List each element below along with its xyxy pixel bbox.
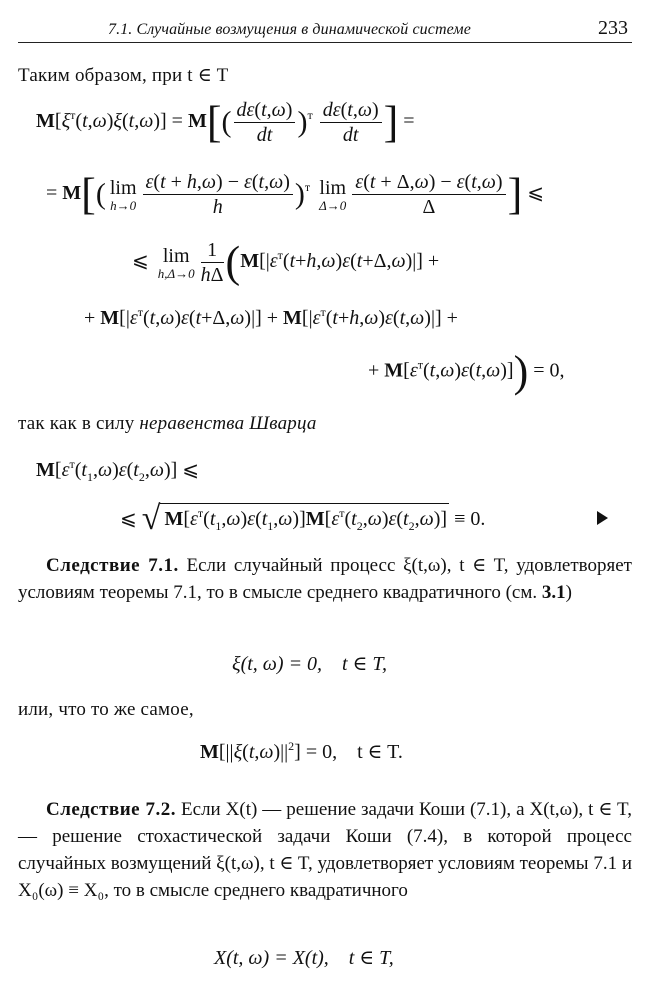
equation-line-1: $M[\xi^т(t,\omega)\xi(t,\omega)] = M$[( $\frac{d\varepsilon(t,\omega)}{dt}$ )$^т$ $\frac{d\varepsilon(t,\omega)}{dt}$ ] = [36,97,415,147]
equation-xi-zero: ξ(t, ω) = 0, t ∈ T, [232,653,388,675]
equation-norm: $M[||\xi(t,\omega)||^2] = 0$, t ∈ T. [200,739,403,763]
or-same-text: или, что то же самое, [18,699,194,720]
corollary-7-1-text-end: ) [565,582,572,603]
corollary-7-1-text: Если случайный процесс ξ(t,ω), t ∈ T, удовлетворяет условиям теоремы 7.1, то в смысле среднего квадратичного (см. [18,555,632,603]
running-header-title: 7.1. Случайные возмущения в динамической системе [108,21,471,38]
header-rule [18,42,632,43]
corollary-7-2-text: Если X(t) — решение задачи Коши (7.1), а X(t,ω), t ∈ T, — решение стохастической задачи Коши (7.4), в которой процесс случайных возмущений ξ(t,ω), t ∈ T, удовлетворяет условиям теоремы 7.1 и X₀(ω) ≡ X₀, то в смысле среднего квадратичного [18,799,633,901]
intro-line: Таким образом, при t ∈ T [18,65,229,86]
end-of-proof-icon [597,511,608,525]
equation-x-equals: X(t, ω) = X(t), t ∈ T, [214,947,394,969]
corollary-7-1-ref: 3.1 [541,582,566,603]
schwarz-line [18,414,317,433]
schwarz-term: неравенства Шварца [139,413,317,434]
equation-line-5: + $M[\varepsilon^т(t,\omega)\varepsilon(t,\omega)]) = 0$, [368,347,565,396]
page-number: 233 [598,17,628,39]
equation-norm-tail: = 0, t ∈ T. [300,741,403,763]
schwarz-equation-1: $M[\varepsilon^т(t_1,\omega)\varepsilon(t_2,\omega)]$ ⩽ [36,457,200,484]
equation-line-4: + $M[|\varepsilon^т(t,\omega)\varepsilon(t+\Delta,\omega)|] + M[|\varepsilon^т(t+h,\omega)\varepsilon(t,\omega)|]$ + [84,305,458,329]
corollary-7-2-label: Следствие 7.2. [46,799,177,820]
equation-line-3: ⩽ lim h,Δ→0 $\frac{1}{h\Delta}$ ($M[|\varepsilon^т(t+h,\omega)\varepsilon(t+\Delta,\omega)|]$ + [132,237,440,287]
schwarz-equation-2: ⩽ √ $M[\varepsilon^т(t_1,\omega)\varepsilon(t_1,\omega)]M[\varepsilon^т(t_2,\omega)\varepsilon(t_2,\omega)] \equiv 0$. [120,500,486,537]
schwarz-text: так как в силу [18,413,140,434]
equation-line-2: = M[( lim h→0 $\frac{\varepsilon(t + h,\omega) - \varepsilon(t,\omega)}{h}$ )$^т$ lim Δ→0 $\frac{\varepsilon(t + \Delta,\omega) - \varepsilon(t,\omega)}{\Delta}$ ] ⩽ [46,169,544,219]
corollary-7-1 [18,552,632,606]
corollary-7-2 [18,796,632,904]
corollary-7-1-label: Следствие 7.1. [46,555,179,576]
